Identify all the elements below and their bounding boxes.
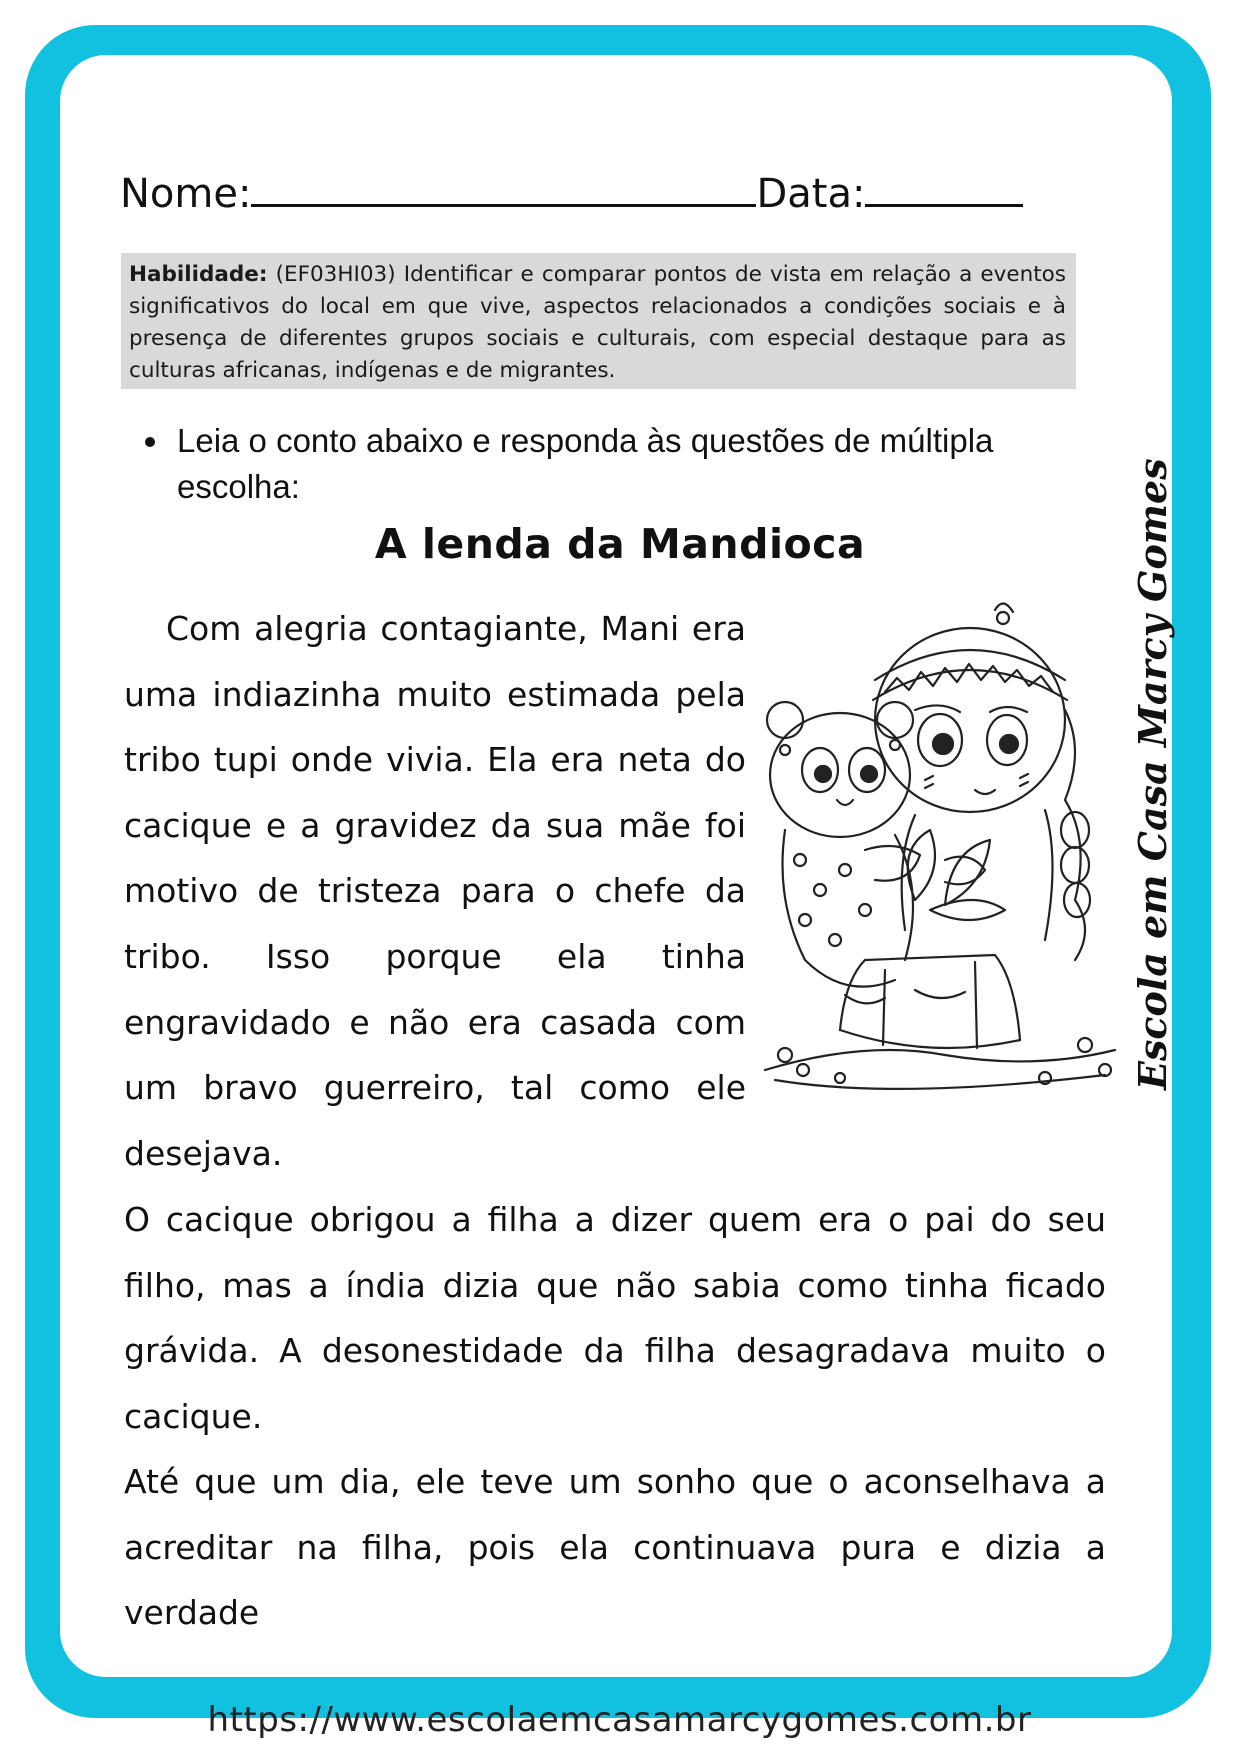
story-title: A lenda da Mandioca (374, 520, 866, 568)
date-label: Data: (756, 171, 866, 217)
bullet-icon (145, 437, 155, 447)
story-paragraph-2: O cacique obrigou a filha a dizer quem era o pai do seu filho, mas a índia dizia que não sabia como tinha ficado grávida. A desonestidade da filha desagradava muito o cacique. (124, 1200, 1106, 1436)
instruction-text: Leia o conto abaixo e responda às questões de múltipla escolha: (177, 422, 994, 505)
name-label: Nome: (120, 171, 252, 217)
story-paragraph-3: Até que um dia, ele teve um sonho que o aconselhava a acreditar na filha, pois ela continuava pura e dizia a verdade (124, 1462, 1106, 1633)
skill-text: (EF03HI03) Identificar e comparar pontos de vista em relação a eventos significativos do local em que vive, aspectos relacionados a condições sociais e à presença de diferentes grupos sociais e culturais, com especial destaque para as culturas africanas, indígenas e de migrantes. (129, 262, 1066, 383)
footer-url[interactable]: https://www.escolaemcasamarcygomes.com.br (207, 1700, 1032, 1740)
name-date-header (120, 170, 1080, 230)
skill-label: Habilidade: (129, 262, 268, 287)
date-blank-line[interactable] (865, 170, 1023, 207)
name-blank-line[interactable] (251, 170, 756, 207)
skill-box (121, 253, 1076, 389)
side-brand-text: Escola em Casa Marcy Gomes (1130, 458, 1175, 1090)
story-paragraph-1: Com alegria contagiante, Mani era uma indiazinha muito estimada pela tribo tupi onde vivia. Ela era neta do cacique e a gravidez da sua mãe foi motivo de tristeza para o chefe da tribo. Isso porque ela tinha engravidado e não era casada com um bravo guerreiro, tal como ele desejava. (124, 609, 746, 1173)
indigenous-girl-with-jaguar-cub-illustration (745, 600, 1140, 1120)
